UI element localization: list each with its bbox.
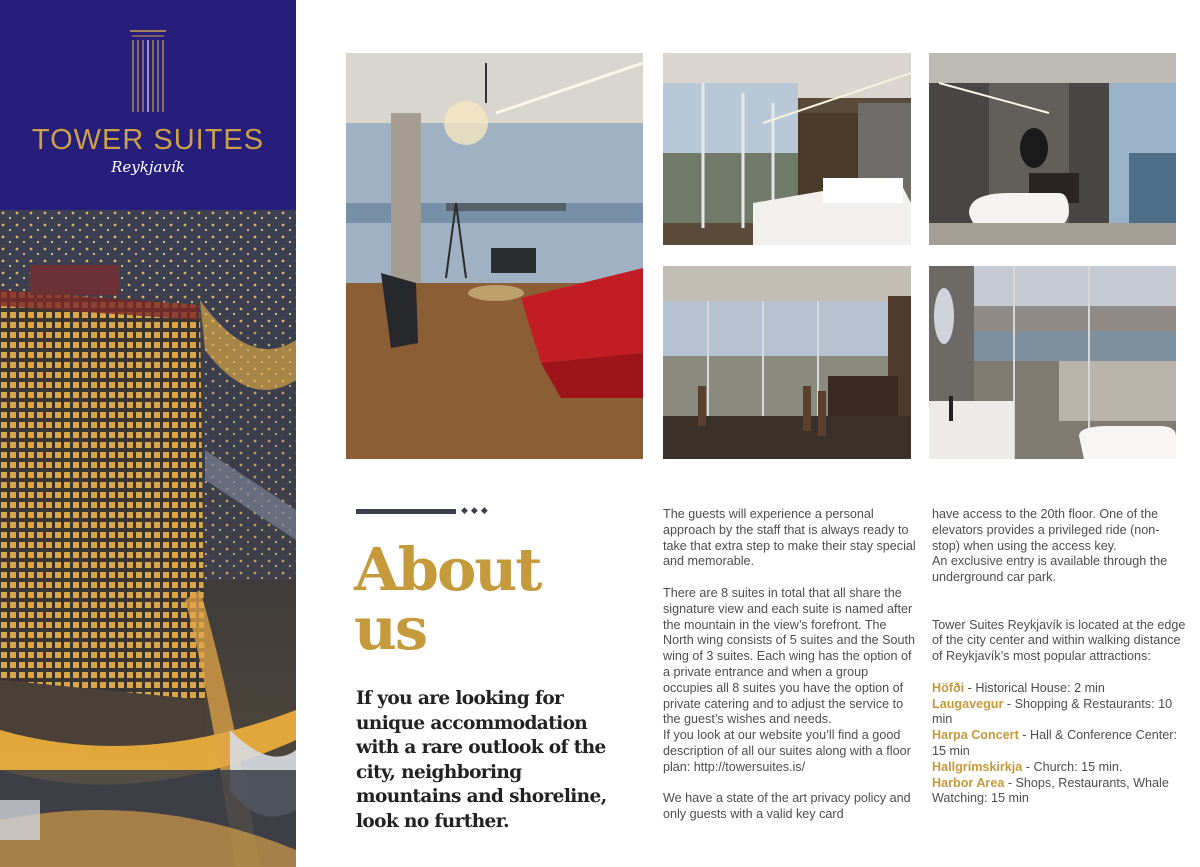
paragraph-suites: There are 8 suites in total that all share the signature view and each suite is named after the mountain in the view’s forefront. The North wing consists of 5 suites and the South wing of 3 suites. Each wing has the option of a private entrance and when a group occupies all 8 suites you have the option of private catering and to adjust the service to the guest’s wishes and needs. <box>663 585 916 727</box>
attraction-desc: - Shopping & Restaurants: 10 min <box>932 696 1173 727</box>
attraction-item <box>932 697 1187 729</box>
attraction-desc: - Historical House: 2 min <box>964 680 1105 695</box>
bedroom-photo <box>663 53 911 245</box>
bathroom-photo <box>929 53 1176 245</box>
text-column-2 <box>932 507 1187 807</box>
about-title-line2: us <box>354 594 427 663</box>
city-night-photo <box>0 210 296 867</box>
attraction-desc: - Church: 15 min. <box>1022 759 1123 774</box>
bathroom-view-photo <box>929 266 1176 459</box>
paragraph-entry: An exclusive entry is available through the underground car park. <box>932 554 1168 585</box>
tower-logo-icon <box>130 30 166 112</box>
paragraph-elevator: have access to the 20th floor. One of the elevators provides a privileged ride (non-stop) when using the access key. <box>932 507 1160 553</box>
paragraph-staff: The guests will experience a personal approach by the staff that is always ready to take that extra step to make their stay special and memorable. <box>663 507 916 569</box>
about-title <box>354 535 634 663</box>
paragraph-privacy: We have a state of the art privacy policy and only guests with a valid key card <box>663 791 911 822</box>
attraction-name: Harpa Concert <box>932 728 1019 743</box>
lead-paragraph: If you are looking for unique accommodation with a rare outlook of the city, neighboring mountains and shoreline, look no further. <box>356 688 607 832</box>
attraction-item <box>932 760 1187 776</box>
attraction-item <box>932 776 1187 808</box>
attraction-name: Hallgrímskirkja <box>932 759 1023 774</box>
attraction-desc: - Shops, Restaurants, Whale Watching: 15 min <box>932 775 1169 806</box>
attraction-desc: - Hall & Conference Center: 15 min <box>932 728 1177 758</box>
attraction-name: Höfði <box>932 680 965 695</box>
sidebar <box>0 0 296 867</box>
attraction-name: Harbor Area <box>932 775 1005 790</box>
brand-name: TOWER SUITES <box>31 124 265 156</box>
paragraph-location: Tower Suites Reykjavík is located at the edge of the city center and within walking distance of Reykjavík’s most popular attractions: <box>932 617 1186 664</box>
brand-city: Reykjavík <box>111 158 185 176</box>
living-room-photo <box>346 53 643 459</box>
brand-header <box>0 0 296 210</box>
text-column-1 <box>663 507 918 823</box>
divider-dots: ◆◆◆ <box>461 505 491 515</box>
about-title-line1: About <box>354 535 541 604</box>
lounge-bar-photo <box>663 266 911 459</box>
attraction-item <box>932 728 1187 760</box>
paragraph-website: If you look at our website you’ll find a good description of all our suites along with a floor plan: http://towersuites.is/ <box>663 728 911 774</box>
section-divider <box>356 509 456 514</box>
attraction-name: Laugavegur <box>932 696 1004 711</box>
attraction-item <box>932 681 1187 697</box>
